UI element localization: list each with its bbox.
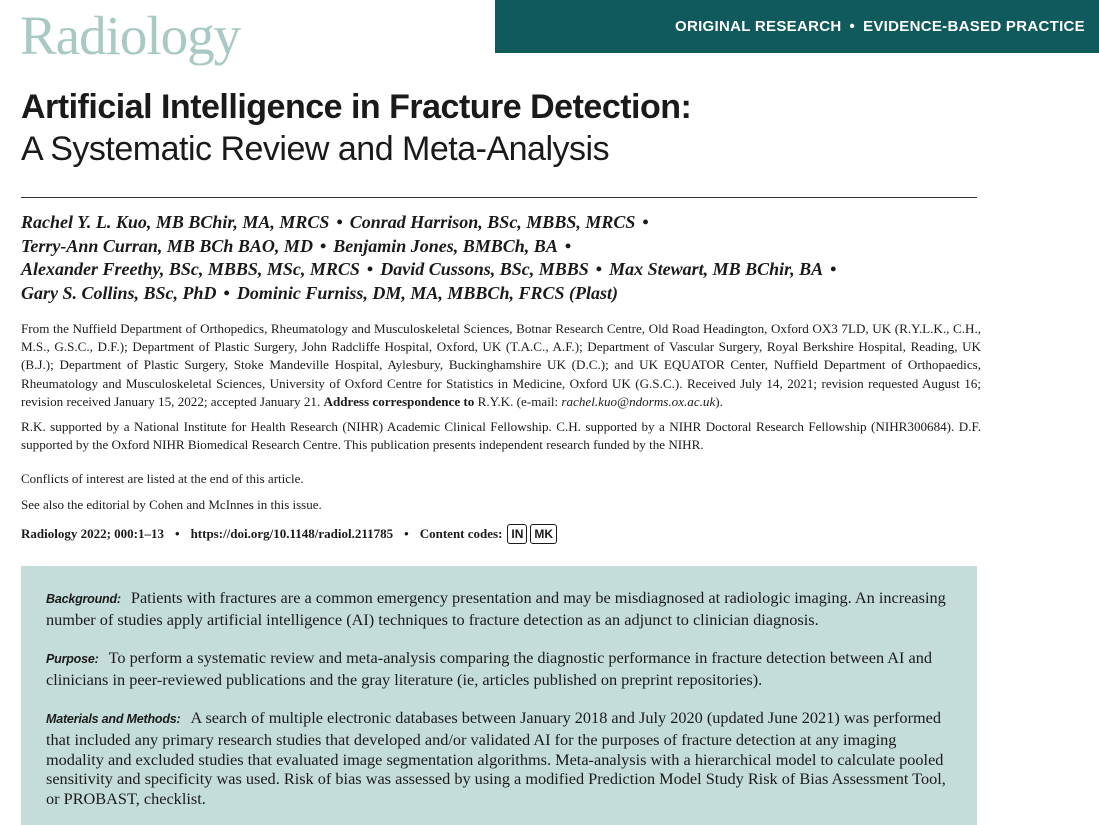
content-codes-label: Content codes: [419,526,503,541]
conflicts-note: Conflicts of interest are listed at the end of this article. [21,471,304,486]
affiliations [21,320,981,411]
content-code-badge: MK [530,524,557,544]
correspondence-name: R.Y.K. (e-mail: [477,393,559,409]
author: Terry-Ann Curran, MB BCh BAO, MD [21,235,313,256]
abstract-text: A search of multiple electronic databases between January 2018 and July 2020 (updated June 2021) was performed that included any primary research studies that developed and/or validated AI for the purposes of fracture detection at any imaging modality and excluded studies that evaluated image segmentation algorithms. Meta-analysis with a hierarchical model to calculate pooled sensitivity and specificity was used. Risk of bias was assessed by using a modified Prediction Model Study Risk of Bias Assessment Tool, or PROBAST, checklist. [46,708,946,808]
author-separator: • [319,235,327,256]
author-list [21,211,981,305]
abstract-text: Patients with fractures are a common emergency presentation and may be misdiagnosed at radiologic imaging. An increasing number of studies apply artificial intelligence (AI) techniques to fracture detection as an adjunct to clinician diagnosis. [46,588,946,629]
correspondence-email[interactable]: rachel.kuo@ndorms.ox.ac.uk [561,393,716,409]
abstract-methods [46,708,949,808]
affiliations-text: From the Nuffield Department of Orthopedics, Rheumatology and Musculoskeletal Sciences, Botnar Research Centre, Old Road Headington, Oxford OX3 7LD, UK (R.Y.L.K., C.H., M.S., G.S.C., D.F.); Department of Plastic Surgery, John Radcliffe Hospital, Oxford, UK (T.A.C., A.F.); Department of Vascular Surgery, Royal Berkshire Hospital, Reading, UK (B.J.); Department of Plastic Surgery, Stoke Mandeville Hospital, Aylesbury, Buckinghamshire UK (D.C.); and UK EQUATOR Center, Nuffield Department of Orthopaedics, Rheumatology and Musculoskeletal Sciences, University of Oxford Centre for Statistics in Medicine, Oxford UK (G.S.C.). Received July 14, 2021; revision requested August 16; revision received January 15, 2022; accepted January 21. [21,321,981,409]
journal-reference: Radiology 2022; 000:1–13 [21,526,164,541]
journal-logo: Radiology [20,5,241,66]
correspondence-label: Address correspondence to [323,393,475,409]
author-separator: • [830,259,837,279]
author: Dominic Furniss, DM, MA, MBBCh, FRCS (Plast) [236,282,618,303]
funding-statement: R.K. supported by a National Institute for Health Research (NIHR) Academic Clinical Fellowship. C.H. supported by a NIHR Doctoral Research Fellowship (NIHR300684). D.F. supported by the Oxford NIHR Biomedical Research Centre. This publication presents independent research funded by the NIHR. [21,419,981,453]
author-separator: • [336,212,343,232]
author-separator: • [642,212,649,232]
section-banner [495,0,1099,53]
abstract-purpose [46,648,949,689]
citation-separator: • [404,526,409,541]
author: Rachel Y. L. Kuo, MB BChir, MA, MRCS [21,212,330,232]
banner-separator: • [849,18,856,35]
author: Conrad Harrison, BSc, MBBS, MRCS [349,212,636,232]
banner-subsection: EVIDENCE-BASED PRACTICE [863,18,1085,35]
title-line-2: A Systematic Review and Meta-Analysis [21,130,610,168]
abstract-label: Purpose: [46,652,99,667]
author-separator: • [564,235,572,256]
title-divider [21,197,977,198]
abstract-label: Materials and Methods: [46,712,181,727]
abstract-label: Background: [46,592,121,606]
correspondence-closing: ). [715,393,723,409]
author-separator: • [366,259,374,279]
author: David Cussons, BSc, MBBS [380,259,589,279]
author: Benjamin Jones, BMBCh, BA [333,235,558,256]
author: Gary S. Collins, BSc, PhD [21,282,217,303]
abstract-box [21,566,977,825]
abstract-text: To perform a systematic review and meta-analysis comparing the diagnostic performance in fracture detection between AI and clinicians in peer-reviewed publications and the gray literature (ie, articles published on preprint repositories). [46,648,933,689]
citation-separator: • [175,526,180,541]
editorial-note: See also the editorial by Cohen and McInnes in this issue. [21,497,322,512]
author: Alexander Freethy, BSc, MBBS, MSc, MRCS [21,259,360,279]
author-separator: • [595,259,603,279]
citation-line [21,524,557,544]
doi-link[interactable]: https://doi.org/10.1148/radiol.211785 [190,526,394,541]
author: Max Stewart, MB BChir, BA [609,259,824,279]
abstract-background [46,588,949,629]
article-title [21,86,981,170]
content-code-badge: IN [507,524,527,544]
banner-section: ORIGINAL RESEARCH [674,18,842,35]
author-separator: • [223,282,230,303]
title-line-1: Artificial Intelligence in Fracture Detection: [21,88,692,126]
